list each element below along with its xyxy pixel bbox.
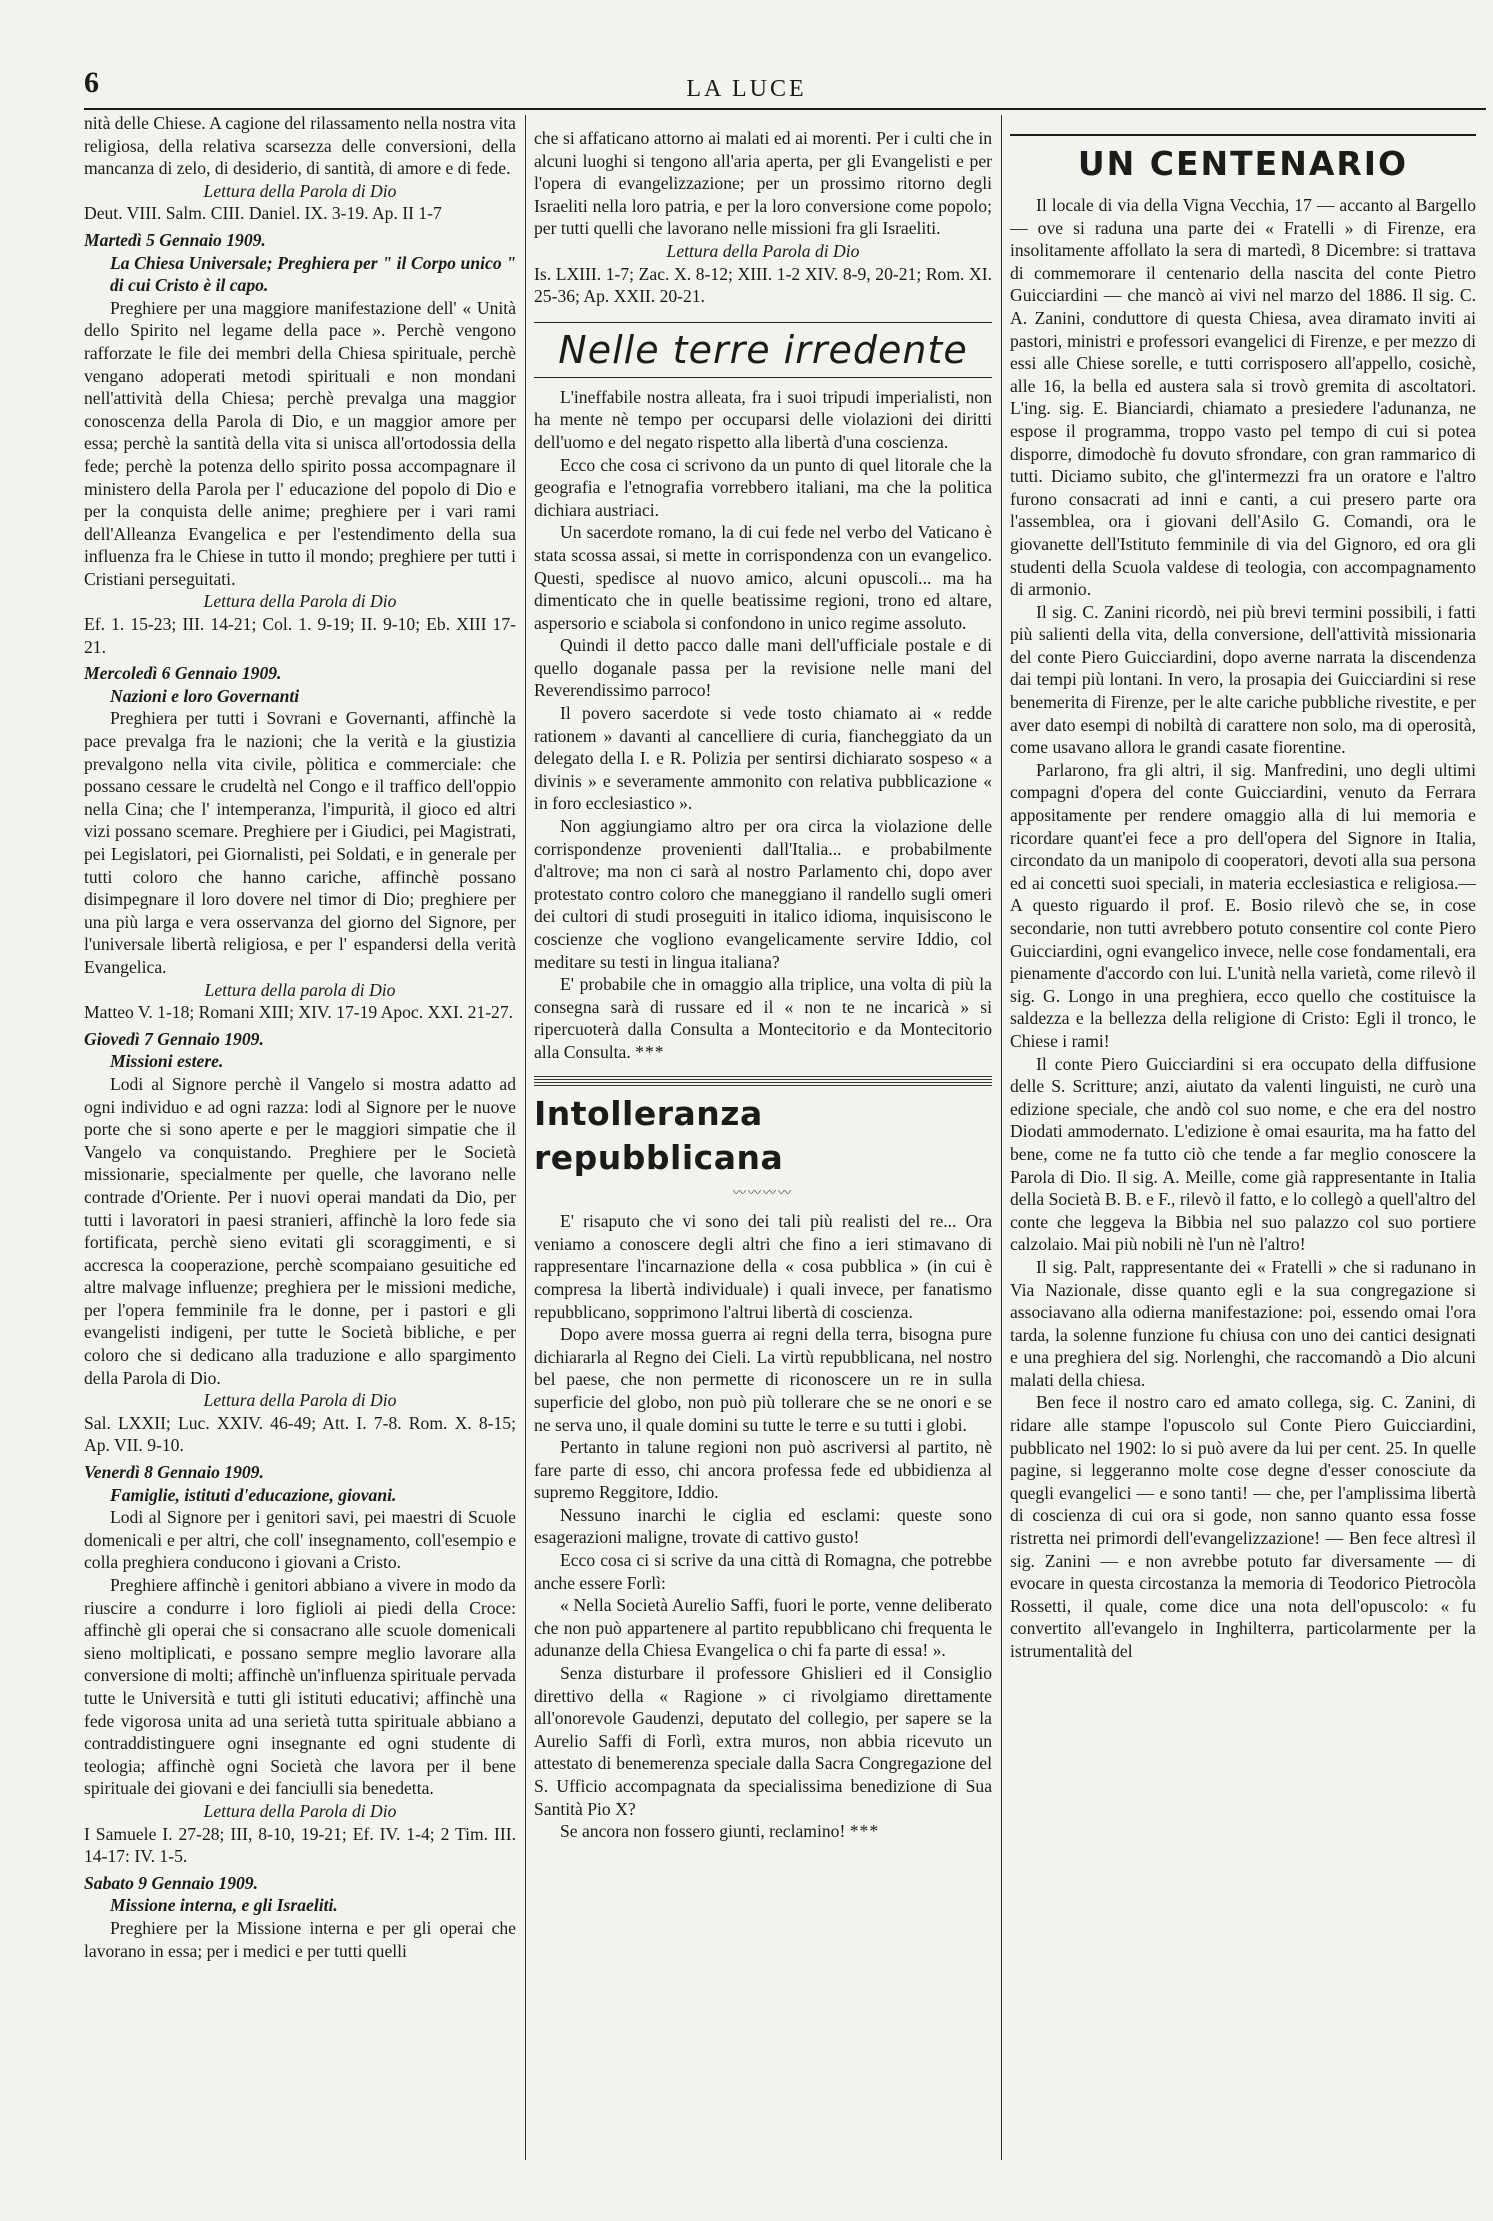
day-topic: La Chiesa Universale; Preghiera per " il Corpo unico " di cui Cristo è il capo. — [110, 252, 516, 296]
reading-heading: Lettura della Parola di Dio — [203, 591, 397, 612]
reading-heading: Lettura della parola di Dio — [204, 979, 396, 1000]
paragraph — [534, 973, 992, 1063]
day-topic: Famiglie, istituti d'educazione, giovani. — [110, 1484, 397, 1505]
paragraph: Il povero sacerdote si vede tosto chiamato ai « redde rationem » davanti al cancelliere di curia, fiancheggiato da un delegato della I. e R. Polizia per sentirsi dichiarato sospeso « a divinis » e severamente ammonito con relativa pubblicazione « in foro ecclesiastico ». — [534, 703, 992, 814]
page-number: 6 — [84, 66, 99, 99]
paragraph: Il locale di via della Vigna Vecchia, 17 — accanto al Bargello — ove si raduna una parte dei « Fratelli » di Firenze, era insolitamente affollato la sera di martedì, 8 Dicembre: si trattava di commemorare il centenario della nascita del conte Pietro Guicciardini — che mancò ai vivi nel marzo del 1886. Il sig. C. A. Zanini, conduttore di questa Chiesa, avea diramato inviti ai pastori, ministri e professori evangelici di Firenze, e per mezzo di essi alle Chiese sorelle, e tutti corrisposero all'appello, cosichè, alle 16, la bella ed austera sala si trovò gremita di ascoltatori. L'ing. sig. E. Bianciardi, chiamato a presiedere l'adunanza, ne espose il programma, troppo vasto pel tempo di cui si potea disporre, dimodochè fu dovuto sfrondare, con gran rammarico di tutti. Diciamo subito, che gl'intermezzi fra un oratore e l'altro furono consacrati ad inni e canti, a cui presero parte ora l'assemblea, ora i giovani dell'Asilo G. Comandi, ora le giovanette dell'Istituto femminile di via del Gignoro, ed ora gli studenti della Scuola valdese di teologia, con accompagnamento di armonio. — [1010, 195, 1476, 600]
day-topic: Nazioni e loro Governanti — [110, 685, 300, 706]
header-rule — [84, 108, 1486, 110]
day-heading: Mercoledì 6 Gennaio 1909. — [84, 663, 282, 684]
title-ornament: 〰〰〰〰 — [732, 1184, 793, 1200]
paragraph: Il conte Piero Guicciardini si era occupato della diffusione delle S. Scritture; anzi, aiutato da valenti linguisti, ne curò una edizione speciale, che andò col suo nome, e che era del nostro Diodati ammodernato. L'edizione è omai esaurita, ma ha fatto del bene, come ne fa tutto ciò che tende a far meglio conoscere la Parola di Dio. Il sig. A. Meille, come già rappresentante in Italia della Società B. B. e F., rilevò il fatto, e lo collegò a quell'altro del conte che leggeva la Bibbia nel suo palazzo col suo portiere calzolaio. Mai più nobili nè l'un nè l'altro! — [1010, 1053, 1476, 1255]
day-heading: Sabato 9 Gennaio 1909. — [84, 1872, 259, 1893]
day-heading: Martedì 5 Gennaio 1909. — [84, 229, 266, 250]
paragraph: Nessuno inarchi le ciglia ed esclami: queste sono esagerazioni maligne, trovate di cattivo gusto! — [534, 1504, 992, 1548]
paragraph: Senza disturbare il professore Ghislieri ed il Consiglio direttivo della « Ragione » ci rivolgiamo direttamente all'onorevole Gaudenzi, deputato del collegio, per sapere se la Aurelio Saffi di Forlì, extra muros, non abbia ricevuto un attestato di benemerenza speciale dalla Sacra Congregazione del S. Ufficio accompagnata da specialissima benedizione di Sua Santità Pio X? — [534, 1663, 992, 1819]
day-topic: Missione interna, e gli Israeliti. — [110, 1895, 338, 1916]
paragraph: Pertanto in talune regioni non può ascriversi al partito, nè fare parte di esso, chi ancora professa fede ed ubbidienza al supremo Reggitore, Iddio. — [534, 1437, 992, 1503]
paragraph: Preghiere per una maggiore manifestazione dell' « Unità dello Spirito nel legame della pace ». Perchè vengono rafforzate le file dei membri della Chiesa spirituale, perchè vengano adoperati metodi spirituali e non mondani nell'attività della Chiesa; perchè prevalga una maggior conoscenza della Parola di Dio, e un maggior amore per essa; perchè la santità della vita si unisca all'ortodossia della fede; perchè la potenza dello spirito possa accompagnare il ministero della Parola per l' educazione del popolo di Dio e per la conquista delle anime; preghiere per i vari rami dell'Alleanza Evangelica e per l'estendimento della sua influenza fra le Chiese in tutto il mondo; preghiere per tutti i Cristiani perseguitati. — [84, 297, 516, 589]
paragraph: Quindi il detto pacco dalle mani dell'ufficiale postale e di quello doganale passa per la revisione nelle mani del Reverendissimo parroco! — [534, 635, 992, 701]
paragraph: Ecco cosa ci si scrive da una città di Romagna, che potrebbe anche essere Forlì: — [534, 1550, 992, 1593]
column-3 — [1010, 134, 1476, 1663]
paragraph: E' risaputo che vi sono dei tali più realisti del re... Ora veniamo a conoscere degli altri che fino a ieri stimavano di rappresentare l'incarnazione della « cosa pubblica » (in cui è compresa la libertà individuale) i quali invece, per fanatismo repubblicano, sopprimono l'altrui libertà di coscienza. — [534, 1211, 992, 1322]
article-title: Nelle terre irredente — [534, 322, 992, 378]
reading-heading: Lettura della Parola di Dio — [203, 180, 397, 201]
scripture-refs: I Samuele I. 27-28; III, 8-10, 19-21; Ef. IV. 1-4; 2 Tim. III. 14-17: IV. 1-5. — [84, 1823, 516, 1867]
paragraph: Preghiere affinchè i genitori abbiano a vivere in modo da riuscire a condurre i loro figlioli ai piedi della Croce: affinchè gli operai che si consacrano alle scuole domenicali sieno moltiplicati, e possano sempre meglio lavorare alla conversione di molti; affinchè un'influenza spirituale pervada tutte le Università e tutti gli istituti educativi; affinchè una fede vigorosa unita ad una serietà tutta spirituale abbiano a contraddistinguere ogni insegnante ed ogni studente di teologia; affinchè ogni Società che lavora per il bene spirituale dei giovani e dei fanciulli sia benedetta. — [84, 1575, 516, 1799]
paragraph: Ben fece il nostro caro ed amato collega, sig. C. Zanini, di ridare alle stampe l'opuscolo sul Conte Piero Guicciardini, pubblicato nel 1902: lo si può avere da lui per cent. 25. In quelle pagine, si leggeranno molte cose degne d'esser conosciute da quegli evangelici — e sono tanti! — che, per l'amplissima libertà di coscienza di cui ora si gode, non sanno quanto essa fosse ristretta nei primordi dell'evangelizzazione! — Ben fece altresì il sig. Zanini — e non avrebbe potuto far diversamente — di evocare in questa circostanza la memoria di Teodorico Pietrocòla Rossetti, il quale, come dice una nota dell'opuscolo: « fu convertito all'evangelo in Inghilterra, particolarmente per la istrumentalità del — [1010, 1392, 1476, 1661]
column-2 — [534, 127, 992, 1843]
article-title: Intolleranza repubblicana — [534, 1093, 784, 1177]
paragraph: « Nella Società Aurelio Saffi, fuori le porte, venne deliberato che non può appartenere al partito repubblicano chi frequenta le adunanze della Chiesa Evangelica o chi fa parte di essa! ». — [534, 1595, 992, 1661]
reading-heading: Lettura della Parola di Dio — [203, 1390, 397, 1411]
paragraph: Il sig. Palt, rappresentante dei « Fratelli » che si radunano in Via Nazionale, disse quanto egli e la sua congregazione si associavano alla odierna manifestazione: poi, essendo omai l'ora tarda, la solenne funzione fu chiusa con uno dei cantici designati e una preghiera del sig. Norlenghi, che raccomandò a Dio alcuni malati della chiesa. — [1010, 1256, 1476, 1390]
end-mark: *** — [635, 1041, 665, 1062]
scripture-refs: Sal. LXXII; Luc. XXIV. 46-49; Att. I. 7-8. Rom. X. 8-15; Ap. VII. 9-10. — [84, 1412, 516, 1456]
day-heading: Giovedì 7 Gennaio 1909. — [84, 1028, 264, 1049]
paragraph: Non aggiungiamo altro per ora circa la violazione delle corrispondenze provenienti dall'Italia... e probabilmente d'altrove; ma non ci sarà al nostro Parlamento chi, dopo aver protestato contro coloro che maneggiano il randello sugli omeri dei cultori di studi proseguiti in italico idioma, inquisiscono le coscienze che vogliono evangelicamente servire Iddio, col meditare su testi in lingua italiana? — [534, 816, 992, 972]
paragraph: Preghiera per tutti i Sovrani e Governanti, affinchè la pace prevalga fra le nazioni; che la verità e la giustizia prevalgono nella vita civile, pòlitica e commerciale: che possano cessare le crudeltà nel Congo e il traffico dell'oppio nella Cina; che l' intemperanza, l'impurità, il gioco ed altri vizi possano scemare. Preghiere per i Giudici, pei Magistrati, pei Legislatori, pei Giornalisti, pei Soldati, e in generale per tutti coloro che hanno cariche, affinchè possano disimpegnare il loro dovere nel timor di Dio; preghiere per una più larga e vera osservanza del giorno del Signore, per l'universale libertà religiosa, e per l' espandersi della verità Evangelica. — [84, 708, 516, 977]
end-mark: *** — [849, 1821, 880, 1842]
reading-heading: Lettura della Parola di Dio — [203, 1800, 397, 1821]
paragraph: Dopo avere mossa guerra ai regni della terra, bisogna pure dichiararla al Regno dei Cieli. La virtù repubblicana, nel nostro bel paese, che non permette di riconoscere un re in sulla superficie del globo, non può più tollerare che se ne onori e se ne serva uno, il quale domini su tutte le terre e su tutti i globi. — [534, 1324, 992, 1435]
paragraph: Il sig. C. Zanini ricordò, nei più brevi termini possibili, i fatti più salienti della vita, della conversione, dell'attività missionaria del conte Piero Guicciardini, dopo averne narrata la discendenza dai tempi più lontani. In vero, la prosapia dei Guicciardini si rese benemerita di Firenze, per le alte cariche pubbliche rivestite, e per aver dato esempi di nobiltà di carattere non solo, ma di operosità, come usavano allora le grandi casate fiorentine. — [1010, 601, 1476, 758]
column-divider-1 — [525, 115, 526, 2160]
scripture-refs: Deut. VIII. Salm. CIII. Daniel. IX. 3-19. Ap. II 1-7 — [84, 203, 442, 224]
paragraph: che si affaticano attorno ai malati ed ai morenti. Per i culti che in alcuni luoghi si tengono all'aria aperta, per gli Evangelisti e per l'opera di evangelizzazione; per un prossimo ritorno degli Israeliti nella loro patria, e per la loro conversione come popolo; per tutti quelli che lavorano nelle missioni fra gli Israeliti. — [534, 128, 992, 239]
paragraph: Lodi al Signore per i genitori savi, pei maestri di Scuole domenicali e per altri, che coll' insegnamento, coll'esempio e colla preghiera conducono i giovani a Cristo. — [84, 1507, 516, 1573]
paragraph: Parlarono, fra gli altri, il sig. Manfredini, uno degli ultimi compagni d'opera del conte Guicciardini, venuto da Ferrara appositamente per rendere omaggio alla di lui memoria e ricordare quant'ei fece a pro dell'opera del Signore in Italia, circondato da un manipolo di cooperatori, devoti alla sua persona ed ai concetti suoi speciali, in materia ecclesiastica e religiosa.— A questo riguardo il prof. E. Bosio rilevò che se, in cose secondarie, non tutti avrebbero potuto consentire col conte Piero Guicciardini, ogni evangelico invece, nelle cose fondamentali, era pienamente d'accordo con lui. L'unità nella varietà, come rilevò il sig. G. Longo in una preghiera, ecco quello che costituisce la saldezza e la bellezza della religione di Cristo: Egli il tronco, le Chiese i rami! — [1010, 759, 1476, 1051]
article-title: UN CENTENARIO — [1010, 134, 1476, 184]
paragraph: L'ineffabile nostra alleata, fra i suoi tripudi imperialisti, non ha mente nè tempo per occuparsi delle violazioni dei diritti dell'uomo e del negato rispetto alla libertà d'una coscienza. — [534, 386, 992, 452]
column-divider-2 — [1001, 115, 1002, 2160]
paragraph: Ecco che cosa ci scrivono da un punto di quel litorale che la geografia e l'etnografia vorrebbero italiani, ma che la politica dichiara austriaci. — [534, 454, 992, 520]
scripture-refs: Is. LXIII. 1-7; Zac. X. 8-12; XIII. 1-2 XIV. 8-9, 20-21; Rom. XI. 25-36; Ap. XXII. 20-21. — [534, 263, 992, 307]
paragraph: Preghiere per la Missione interna e per gli operai che lavorano in essa; per i medici e per tutti quelli — [84, 1917, 516, 1961]
scripture-refs: Matteo V. 1-18; Romani XIII; XIV. 17-19 Apoc. XXI. 21-27. — [84, 1002, 514, 1023]
masthead: LA LUCE — [686, 76, 807, 102]
day-topic: Missioni estere. — [110, 1051, 224, 1072]
section-divider — [534, 1076, 992, 1086]
paragraph-text: E' probabile che in omaggio alla triplice, una volta di più la consegna sarà di russare ed il « non te ne incaricà » si ripercuoterà dalla Consulta a Montecitorio e da Montecitorio alla Consulta. — [534, 974, 992, 1062]
paragraph-text: Se ancora non fossero giunti, reclamino! — [560, 1821, 846, 1842]
day-heading: Venerdì 8 Gennaio 1909. — [84, 1462, 264, 1483]
paragraph — [534, 1820, 992, 1843]
paragraph: Un sacerdote romano, la di cui fede nel verbo del Vaticano è stata scossa assai, si mette in corrispondenza con un evangelico. Questi, spedisce al nuovo amico, alcuni opuscoli... ma ha dimenticato che in quelle beatissime regioni, trono ed altare, aspersorio e sciabola si confondono in unico regime assoluto. — [534, 522, 992, 633]
paragraph: Lodi al Signore perchè il Vangelo si mostra adatto ad ogni individuo e ad ogni razza: lodi al Signore per le nuove porte che si sono aperte e per le maggiori simpatie che il Vangelo va conquistando. Preghiere per le Società missionarie, specialmente per quelle, che lavorano nelle contrade d'Oriente. Per i nuovi operai mandati da Dio, per tutti i lavoratori in paesi stranieri, affinchè la loro fede sia fortificata, perchè sieno evitati gli scoraggimenti, e si accresca la cooperazione, perchè scompaiano gesuitiche ed altre malvage influenze; preghiera per le missioni mediche, per l'opera femminile fra le donne, per i pastori e gli evangelisti indigeni, per tutte le Società bibliche, e per coloro che si dedicano alla traduzione e allo spargimento della Parola di Dio. — [84, 1073, 516, 1388]
paragraph: nità delle Chiese. A cagione del rilassamento nella nostra vita religiosa, della relativa scarsezza delle conversioni, della mancanza di zelo, di desiderio, di santità, di amore e di fede. — [84, 113, 516, 179]
scripture-refs: Ef. 1. 15-23; III. 14-21; Col. 1. 9-19; II. 9-10; Eb. XIII 17-21. — [84, 614, 516, 657]
column-1 — [84, 112, 516, 1962]
reading-heading: Lettura della Parola di Dio — [666, 240, 860, 261]
